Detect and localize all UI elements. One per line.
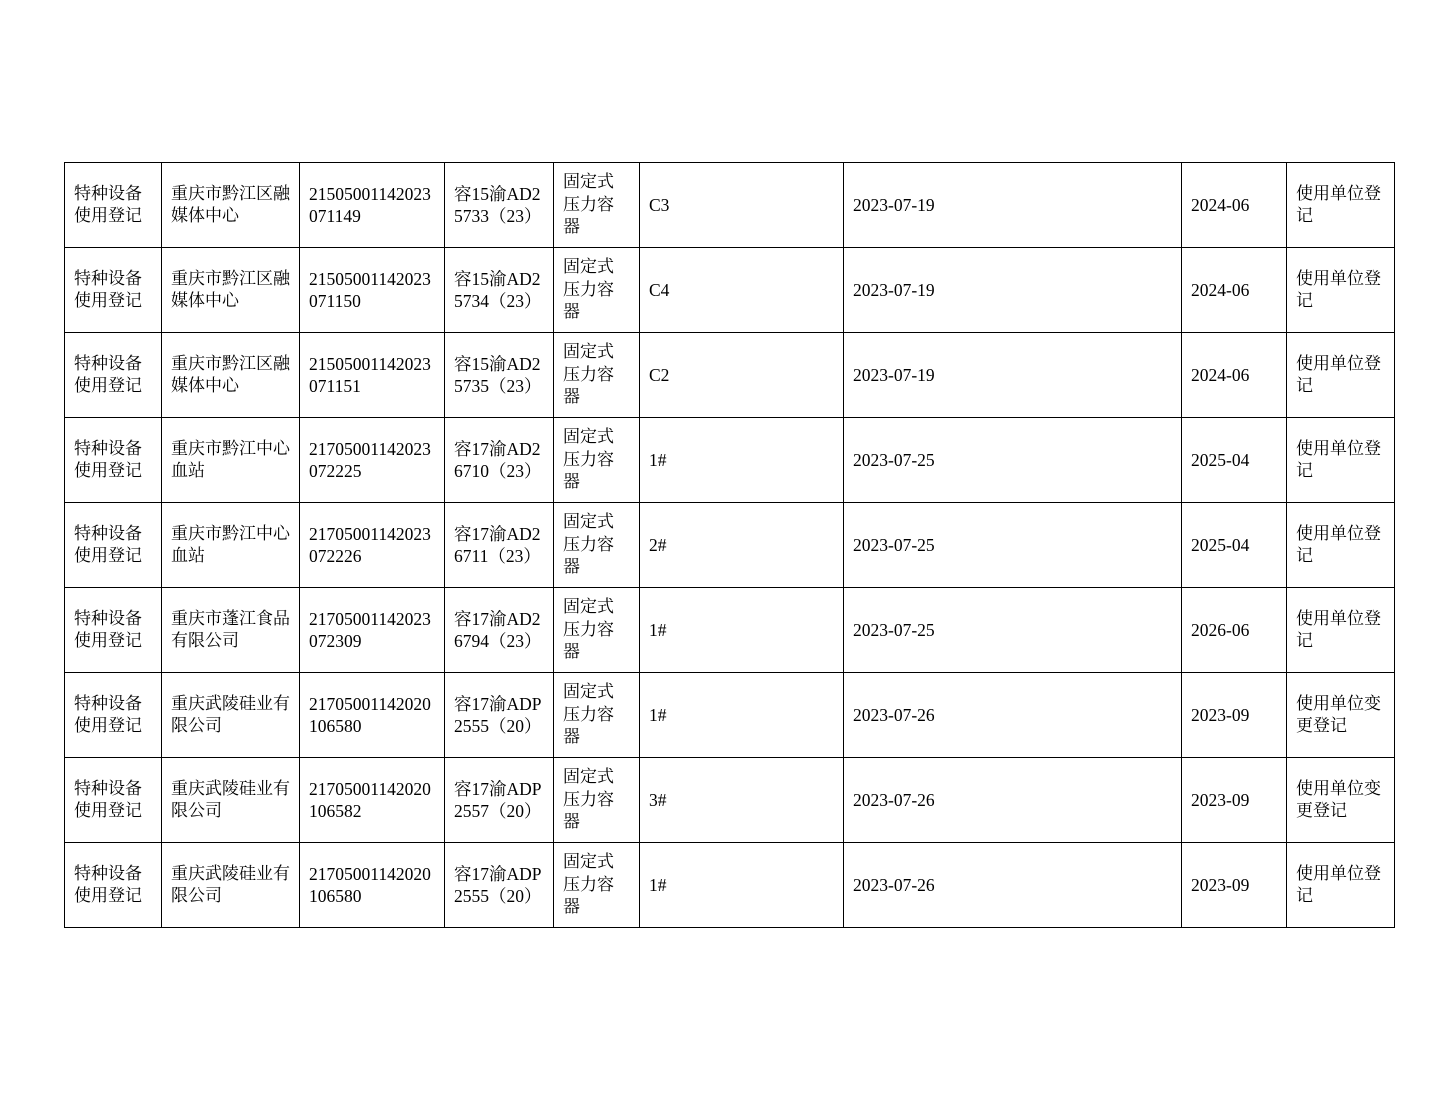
certificate-number-text: 21505001142023071149: [309, 183, 431, 226]
registration-date-text: 2023-07-19: [853, 194, 935, 215]
certificate-number-cell: [300, 333, 445, 418]
equipment-type-cell: [554, 843, 640, 928]
registration-kind-text: 使用单位变更登记: [1296, 693, 1381, 736]
table-row: [65, 843, 1395, 928]
unit-cell: [162, 588, 300, 673]
registration-date-cell: [844, 843, 1182, 928]
registration-kind-text: 使用单位登记: [1296, 523, 1381, 566]
next-inspection-date-cell: [1182, 418, 1287, 503]
certificate-number-cell: [300, 758, 445, 843]
registration-date-cell: [844, 673, 1182, 758]
registration-code-text: 容17渝AD26794（23）: [454, 608, 542, 651]
equipment-type-text: 固定式压力容器: [563, 852, 614, 918]
table-row: [65, 758, 1395, 843]
table-row: [65, 673, 1395, 758]
table-row: [65, 163, 1395, 248]
registration-date-text: 2023-07-25: [853, 449, 935, 470]
registration-date-cell: [844, 418, 1182, 503]
equipment-type-text: 固定式压力容器: [563, 597, 614, 663]
category-text: 特种设备使用登记: [74, 608, 142, 651]
next-inspection-date-cell: [1182, 163, 1287, 248]
equipment-type-cell: [554, 163, 640, 248]
equipment-code-text: C3: [649, 194, 670, 215]
category-cell: [65, 673, 162, 758]
equipment-code-text: 1#: [649, 704, 667, 725]
unit-name-text: 重庆武陵硅业有限公司: [171, 778, 290, 821]
certificate-number-text: 21705001142020106580: [309, 693, 431, 736]
category-cell: [65, 588, 162, 673]
category-cell: [65, 758, 162, 843]
category-text: 特种设备使用登记: [74, 183, 142, 226]
registration-kind-cell: [1287, 418, 1395, 503]
unit-name-text: 重庆武陵硅业有限公司: [171, 693, 290, 736]
registration-kind-cell: [1287, 333, 1395, 418]
equipment-type-cell: [554, 588, 640, 673]
equipment-type-cell: [554, 333, 640, 418]
category-cell: [65, 163, 162, 248]
registration-code-text: 容17渝ADP2555（20）: [454, 693, 542, 736]
certificate-number-cell: [300, 418, 445, 503]
registration-date-text: 2023-07-25: [853, 534, 935, 555]
registration-date-text: 2023-07-19: [853, 279, 935, 300]
table-row: [65, 418, 1395, 503]
registration-date-text: 2023-07-26: [853, 789, 935, 810]
unit-name-text: 重庆市黔江区融媒体中心: [171, 183, 290, 226]
unit-name-text: 重庆市黔江区融媒体中心: [171, 268, 290, 311]
registration-code-text: 容17渝ADP2555（20）: [454, 863, 542, 906]
registration-date-cell: [844, 248, 1182, 333]
registration-date-text: 2023-07-25: [853, 619, 935, 640]
equipment-code-cell: [640, 758, 844, 843]
certificate-number-text: 21705001142023072225: [309, 438, 431, 481]
equipment-type-text: 固定式压力容器: [563, 767, 614, 833]
next-inspection-date-text: 2024-06: [1191, 364, 1250, 385]
equipment-type-cell: [554, 248, 640, 333]
registration-code-cell: [445, 588, 554, 673]
registration-code-text: 容17渝AD26711（23）: [454, 523, 541, 566]
certificate-number-text: 21705001142023072226: [309, 523, 431, 566]
registration-kind-cell: [1287, 588, 1395, 673]
unit-name-text: 重庆武陵硅业有限公司: [171, 863, 290, 906]
registration-code-cell: [445, 248, 554, 333]
equipment-code-text: 1#: [649, 874, 667, 895]
certificate-number-cell: [300, 673, 445, 758]
table-row: [65, 503, 1395, 588]
registration-date-cell: [844, 163, 1182, 248]
unit-cell: [162, 843, 300, 928]
next-inspection-date-cell: [1182, 248, 1287, 333]
registration-code-text: 容15渝AD25734（23）: [454, 268, 542, 311]
registration-table: [64, 162, 1395, 928]
equipment-code-cell: [640, 333, 844, 418]
category-cell: [65, 333, 162, 418]
equipment-type-text: 固定式压力容器: [563, 682, 614, 748]
equipment-code-text: 2#: [649, 534, 667, 555]
unit-cell: [162, 418, 300, 503]
registration-kind-text: 使用单位登记: [1296, 353, 1381, 396]
table-row: [65, 588, 1395, 673]
certificate-number-text: 21705001142020106580: [309, 863, 431, 906]
registration-kind-text: 使用单位登记: [1296, 863, 1381, 906]
unit-cell: [162, 248, 300, 333]
equipment-code-text: 3#: [649, 789, 667, 810]
registration-kind-text: 使用单位登记: [1296, 268, 1381, 311]
certificate-number-cell: [300, 843, 445, 928]
category-cell: [65, 843, 162, 928]
equipment-code-text: C4: [649, 279, 670, 300]
registration-code-cell: [445, 333, 554, 418]
equipment-type-text: 固定式压力容器: [563, 342, 614, 408]
registration-date-cell: [844, 758, 1182, 843]
next-inspection-date-text: 2024-06: [1191, 194, 1250, 215]
equipment-code-text: C2: [649, 364, 670, 385]
unit-cell: [162, 503, 300, 588]
unit-name-text: 重庆市黔江区融媒体中心: [171, 353, 290, 396]
certificate-number-text: 21505001142023071150: [309, 268, 431, 311]
equipment-code-cell: [640, 163, 844, 248]
certificate-number-cell: [300, 163, 445, 248]
registration-code-text: 容17渝AD26710（23）: [454, 438, 542, 481]
next-inspection-date-text: 2026-06: [1191, 619, 1250, 640]
registration-code-cell: [445, 163, 554, 248]
certificate-number-text: 21705001142023072309: [309, 608, 431, 651]
category-cell: [65, 503, 162, 588]
registration-kind-cell: [1287, 673, 1395, 758]
certificate-number-text: 21505001142023071151: [309, 353, 431, 396]
registration-code-cell: [445, 843, 554, 928]
next-inspection-date-cell: [1182, 333, 1287, 418]
category-text: 特种设备使用登记: [74, 268, 142, 311]
next-inspection-date-text: 2025-04: [1191, 534, 1250, 555]
next-inspection-date-text: 2023-09: [1191, 874, 1250, 895]
next-inspection-date-text: 2023-09: [1191, 704, 1250, 725]
category-text: 特种设备使用登记: [74, 778, 142, 821]
unit-cell: [162, 758, 300, 843]
next-inspection-date-cell: [1182, 758, 1287, 843]
registration-kind-cell: [1287, 758, 1395, 843]
table-row: [65, 333, 1395, 418]
equipment-code-text: 1#: [649, 449, 667, 470]
unit-name-text: 重庆市黔江中心血站: [171, 438, 290, 481]
next-inspection-date-cell: [1182, 843, 1287, 928]
table-body: [65, 163, 1395, 928]
equipment-code-text: 1#: [649, 619, 667, 640]
equipment-type-cell: [554, 503, 640, 588]
registration-kind-cell: [1287, 248, 1395, 333]
equipment-type-cell: [554, 418, 640, 503]
unit-cell: [162, 163, 300, 248]
registration-kind-cell: [1287, 843, 1395, 928]
certificate-number-cell: [300, 248, 445, 333]
equipment-type-cell: [554, 758, 640, 843]
unit-cell: [162, 333, 300, 418]
equipment-code-cell: [640, 248, 844, 333]
registration-code-cell: [445, 758, 554, 843]
registration-code-cell: [445, 418, 554, 503]
equipment-code-cell: [640, 418, 844, 503]
equipment-type-text: 固定式压力容器: [563, 172, 614, 238]
registration-date-text: 2023-07-19: [853, 364, 935, 385]
next-inspection-date-text: 2024-06: [1191, 279, 1250, 300]
registration-date-cell: [844, 588, 1182, 673]
certificate-number-cell: [300, 588, 445, 673]
next-inspection-date-cell: [1182, 673, 1287, 758]
registration-date-cell: [844, 333, 1182, 418]
registration-kind-text: 使用单位登记: [1296, 608, 1381, 651]
next-inspection-date-cell: [1182, 588, 1287, 673]
category-text: 特种设备使用登记: [74, 693, 142, 736]
unit-cell: [162, 673, 300, 758]
category-cell: [65, 418, 162, 503]
registration-date-text: 2023-07-26: [853, 704, 935, 725]
registration-kind-cell: [1287, 163, 1395, 248]
equipment-type-cell: [554, 673, 640, 758]
equipment-type-text: 固定式压力容器: [563, 512, 614, 578]
category-text: 特种设备使用登记: [74, 863, 142, 906]
next-inspection-date-text: 2025-04: [1191, 449, 1250, 470]
certificate-number-text: 21705001142020106582: [309, 778, 431, 821]
registration-code-text: 容15渝AD25735（23）: [454, 353, 542, 396]
registration-kind-text: 使用单位变更登记: [1296, 778, 1381, 821]
registration-code-cell: [445, 503, 554, 588]
registration-kind-text: 使用单位登记: [1296, 438, 1381, 481]
equipment-code-cell: [640, 843, 844, 928]
registration-kind-cell: [1287, 503, 1395, 588]
registration-kind-text: 使用单位登记: [1296, 183, 1381, 226]
registration-code-text: 容15渝AD25733（23）: [454, 183, 542, 226]
equipment-type-text: 固定式压力容器: [563, 427, 614, 493]
registration-date-text: 2023-07-26: [853, 874, 935, 895]
equipment-code-cell: [640, 503, 844, 588]
equipment-code-cell: [640, 588, 844, 673]
equipment-type-text: 固定式压力容器: [563, 257, 614, 323]
unit-name-text: 重庆市蓬江食品有限公司: [171, 608, 290, 651]
next-inspection-date-text: 2023-09: [1191, 789, 1250, 810]
next-inspection-date-cell: [1182, 503, 1287, 588]
category-text: 特种设备使用登记: [74, 353, 142, 396]
certificate-number-cell: [300, 503, 445, 588]
registration-code-text: 容17渝ADP2557（20）: [454, 778, 542, 821]
category-text: 特种设备使用登记: [74, 523, 142, 566]
table-row: [65, 248, 1395, 333]
category-cell: [65, 248, 162, 333]
registration-code-cell: [445, 673, 554, 758]
equipment-code-cell: [640, 673, 844, 758]
registration-date-cell: [844, 503, 1182, 588]
category-text: 特种设备使用登记: [74, 438, 142, 481]
unit-name-text: 重庆市黔江中心血站: [171, 523, 290, 566]
